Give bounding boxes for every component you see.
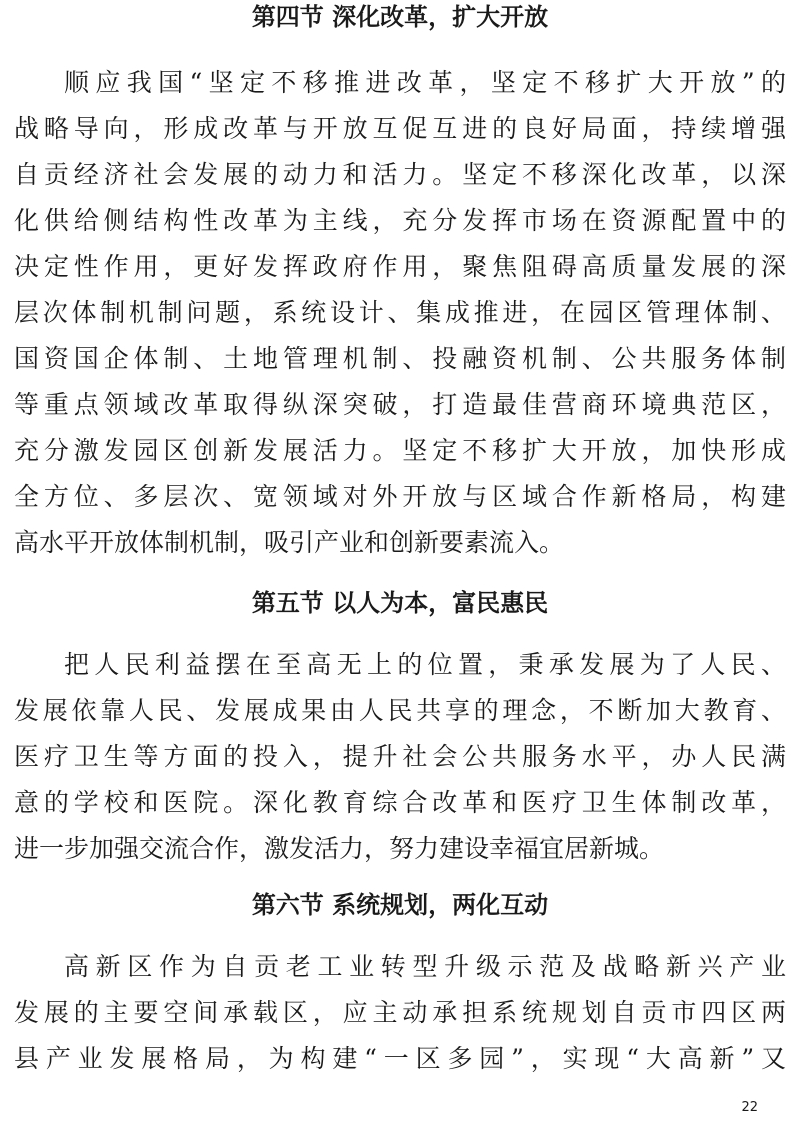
text-line: 进一步加强交流合作，激发活力，努力建设幸福宜居新城。: [14, 834, 665, 863]
text-line: 全方位、多层次、宽领域对外开放与区域合作新格局，构建: [14, 482, 786, 511]
text-line: 高新区作为自贡老工业转型升级示范及战略新兴产业: [64, 952, 786, 981]
text-line: 层次体制机制问题，系统设计、集成推进，在园区管理体制、: [14, 298, 786, 327]
text-line: 自贡经济社会发展的动力和活力。坚定不移深化改革，以深: [14, 160, 786, 189]
section-4: [0, 2, 800, 32]
text-line: 决定性作用，更好发挥政府作用，聚焦阻碍高质量发展的深: [14, 252, 786, 281]
section-heading: 第六节 系统规划，两化互动: [251, 890, 549, 919]
text-line: 医疗卫生等方面的投入，提升社会公共服务水平，办人民满: [14, 742, 786, 771]
section-heading: 第四节 深化改革，扩大开放: [251, 2, 549, 31]
text-line: 顺应我国“坚定不移推进改革，坚定不移扩大开放”的: [64, 68, 786, 97]
text-line: 意的学校和医院。深化教育综合改革和医疗卫生体制改革，: [14, 788, 786, 817]
text-line: 战略导向，形成改革与开放互促互进的良好局面，持续增强: [14, 114, 786, 143]
section-6: [0, 890, 800, 920]
text-line: 国资国企体制、土地管理机制、投融资机制、公共服务体制: [14, 344, 786, 373]
page-number: 22: [741, 1100, 758, 1115]
text-line: 发展的主要空间承载区，应主动承担系统规划自贡市四区两: [14, 998, 786, 1027]
text-line: 县产业发展格局，为构建“一区多园”，实现“大高新”又: [14, 1044, 786, 1073]
section-5: [0, 588, 800, 618]
text-line: 充分激发园区创新发展活力。坚定不移扩大开放，加快形成: [14, 436, 786, 465]
section-heading: 第五节 以人为本，富民惠民: [251, 588, 549, 617]
text-line: 化供给侧结构性改革为主线，充分发挥市场在资源配置中的: [14, 206, 786, 235]
text-line: 高水平开放体制机制，吸引产业和创新要素流入。: [14, 528, 565, 557]
text-line: 等重点领域改革取得纵深突破，打造最佳营商环境典范区，: [14, 390, 786, 419]
text-line: 发展依靠人民、发展成果由人民共享的理念，不断加大教育、: [14, 696, 786, 725]
text-line: 把人民利益摆在至高无上的位置，秉承发展为了人民、: [64, 650, 786, 679]
